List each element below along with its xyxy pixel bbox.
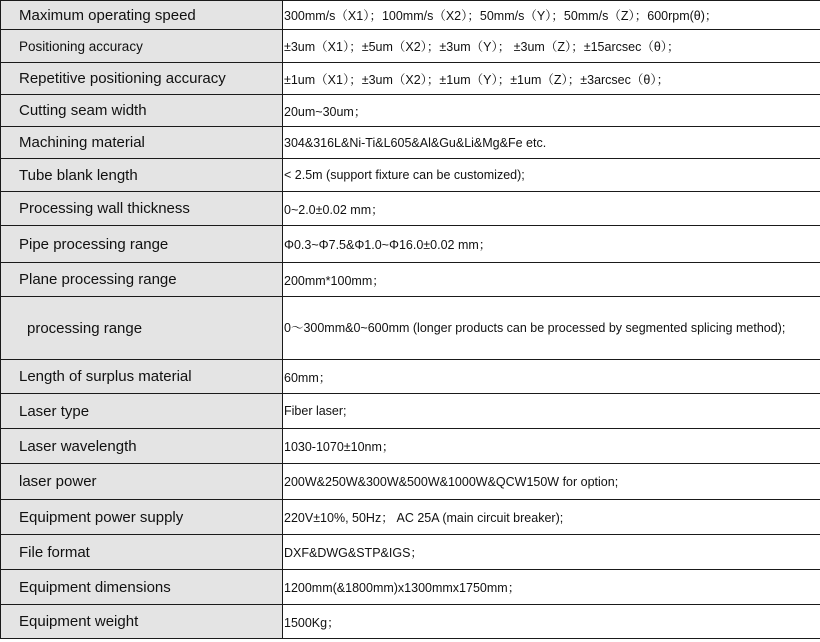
spec-value: 1200mm(&1800mm)x1300mmx1750mm；: [283, 570, 820, 605]
spec-value: 1500Kg；: [283, 605, 820, 639]
spec-label: Tube blank length: [1, 159, 283, 192]
spec-value: 304&316L&Ni-Ti&L605&Al&Gu&Li&Mg&Fe etc.: [283, 127, 820, 159]
spec-label: Equipment weight: [1, 605, 283, 639]
spec-label: Processing wall thickness: [1, 192, 283, 226]
spec-value: 200mm*100mm；: [283, 263, 820, 297]
spec-label: Equipment power supply: [1, 500, 283, 535]
spec-row-max-speed: [1, 1, 820, 30]
spec-row-positioning-accuracy: [1, 30, 820, 63]
spec-label: Laser type: [1, 394, 283, 429]
spec-row-surplus-material: [1, 360, 820, 394]
spec-label: File format: [1, 535, 283, 570]
spec-value: ±3um（X1）；±5um（X2）；±3um（Y）； ±3um（Z）；±15arcsec（θ）；: [283, 30, 820, 63]
spec-value: Fiber laser;: [283, 394, 820, 429]
spec-value: ±1um（X1）；±3um（X2）；±1um（Y）；±1um（Z）；±3arcsec（θ）；: [283, 63, 820, 95]
spec-row-power-supply: [1, 500, 820, 535]
spec-value: 200W&250W&300W&500W&1000W&QCW150W for option;: [283, 464, 820, 500]
spec-value: 1030-1070±10nm；: [283, 429, 820, 464]
spec-value: DXF&DWG&STP&IGS；: [283, 535, 820, 570]
spec-row-machining-material: [1, 127, 820, 159]
spec-row-wall-thickness: [1, 192, 820, 226]
spec-row-cutting-seam: [1, 95, 820, 127]
spec-value: 300mm/s（X1）；100mm/s（X2）；50mm/s（Y）；50mm/s（Z）；600rpm(θ)；: [283, 1, 820, 30]
spec-label: Equipment dimensions: [1, 570, 283, 605]
spec-value: 220V±10%, 50Hz； AC 25A (main circuit breaker);: [283, 500, 820, 535]
spec-label: Length of surplus material: [1, 360, 283, 394]
spec-label: Positioning accuracy: [1, 30, 283, 63]
spec-row-dimensions: [1, 570, 820, 605]
spec-label: Laser wavelength: [1, 429, 283, 464]
spec-value: 20um~30um；: [283, 95, 820, 127]
spec-row-repetitive-accuracy: [1, 63, 820, 95]
spec-label: Plane processing range: [1, 263, 283, 297]
spec-label: Machining material: [1, 127, 283, 159]
spec-row-pipe-range: [1, 226, 820, 263]
spec-row-file-format: [1, 535, 820, 570]
spec-value: 60mm；: [283, 360, 820, 394]
spec-row-laser-wavelength: [1, 429, 820, 464]
spec-value: < 2.5m (support fixture can be customized);: [283, 159, 820, 192]
spec-label: laser power: [1, 464, 283, 500]
spec-value: 0~2.0±0.02 mm；: [283, 192, 820, 226]
spec-row-plane-range: [1, 263, 820, 297]
spec-label: Cutting seam width: [1, 95, 283, 127]
spec-row-laser-power: [1, 464, 820, 500]
spec-row-processing-range: [1, 297, 820, 360]
spec-label: Pipe processing range: [1, 226, 283, 263]
spec-label: Repetitive positioning accuracy: [1, 63, 283, 95]
spec-row-tube-blank-length: [1, 159, 820, 192]
spec-label: processing range: [1, 297, 283, 360]
spec-row-weight: [1, 605, 820, 639]
spec-value: 0～300mm&0~600mm (longer products can be processed by segmented splicing method);: [283, 297, 820, 360]
spec-value: Φ0.3~Φ7.5&Φ1.0~Φ16.0±0.02 mm；: [283, 226, 820, 263]
spec-row-laser-type: [1, 394, 820, 429]
spec-label: Maximum operating speed: [1, 1, 283, 30]
